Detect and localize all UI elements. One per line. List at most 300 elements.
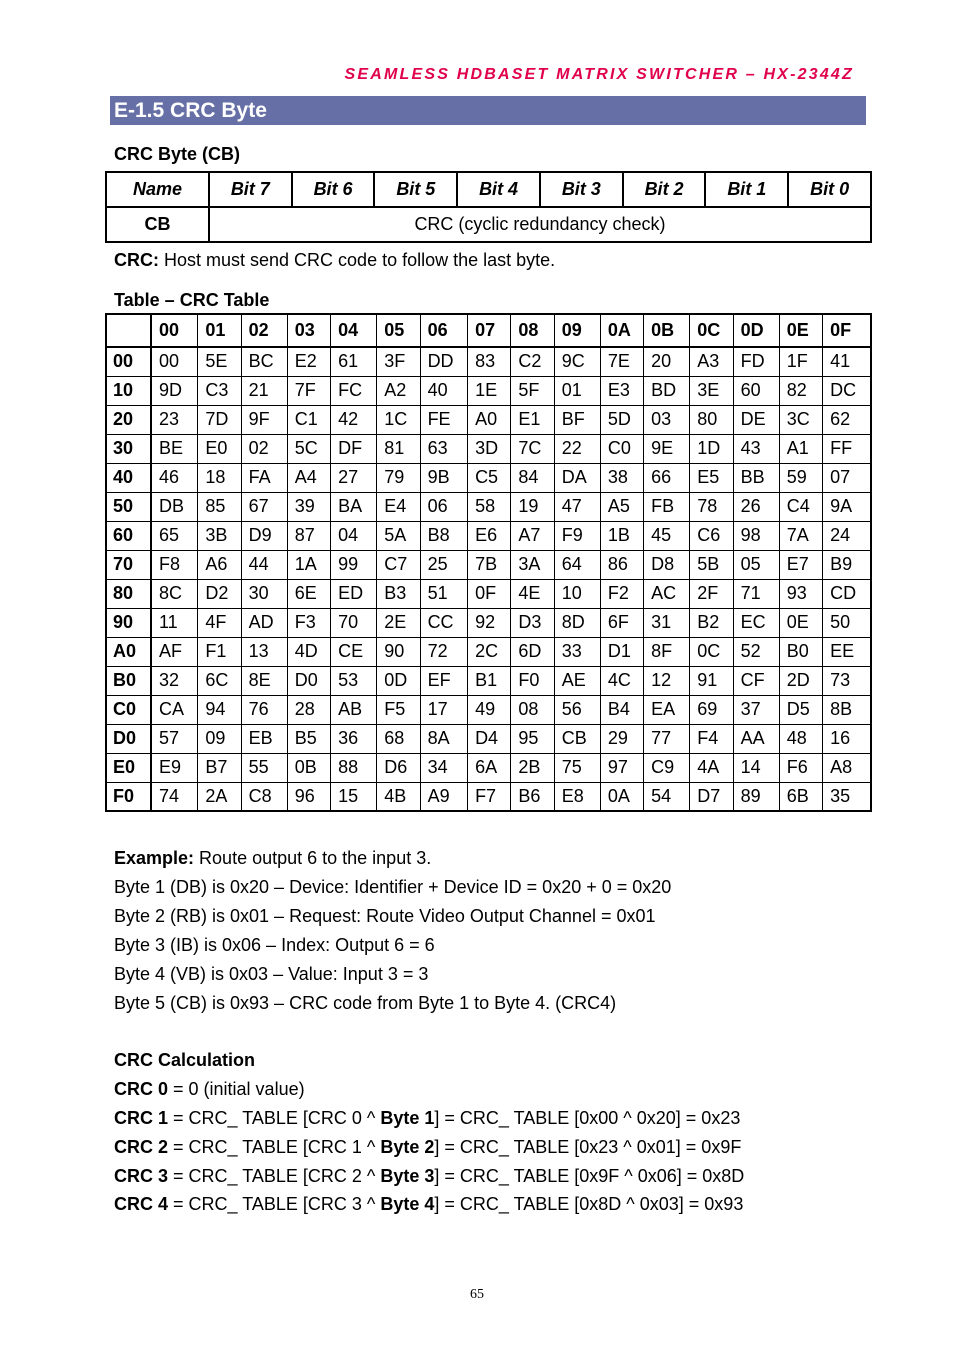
- crc-table-cell: 51: [420, 579, 468, 608]
- crc-table-cell: 6A: [468, 753, 511, 782]
- crc-table-cell: 49: [468, 695, 511, 724]
- crc-table-cell: 10: [554, 579, 600, 608]
- crc-calc-byte: Byte 1: [380, 1108, 435, 1128]
- crc-table-cell: 88: [331, 753, 377, 782]
- crc-table-cell: 97: [600, 753, 643, 782]
- crc-row-header: F0: [106, 782, 151, 811]
- table-row: [106, 637, 871, 666]
- crc-table-cell: 72: [420, 637, 468, 666]
- crc-table-cell: 0C: [690, 637, 733, 666]
- crc-table-cell: F5: [377, 695, 420, 724]
- crc-table-cell: F9: [554, 521, 600, 550]
- crc-table-cell: 7A: [779, 521, 822, 550]
- crc-table-cell: 22: [554, 434, 600, 463]
- cb-header-cell: Bit 5: [374, 172, 457, 207]
- crc-table-cell: 67: [241, 492, 287, 521]
- example-line: Byte 5 (CB) is 0x93 – CRC code from Byte 1 to Byte 4. (CRC4): [114, 993, 617, 1013]
- crc-table-cell: 5A: [377, 521, 420, 550]
- crc-table-cell: CD: [823, 579, 871, 608]
- crc-table-cell: 5C: [287, 434, 330, 463]
- crc-table-cell: 78: [690, 492, 733, 521]
- crc-table-cell: 03: [644, 405, 690, 434]
- crc-table-cell: B8: [420, 521, 468, 550]
- crc-table-cell: 00: [151, 347, 198, 376]
- crc-table-cell: D0: [287, 666, 330, 695]
- example-line: Byte 3 (IB) is 0x06 – Index: Output 6 = 6: [114, 935, 435, 955]
- crc-table-cell: 69: [690, 695, 733, 724]
- crc-table-cell: 60: [733, 376, 779, 405]
- crc-table-cell: 58: [468, 492, 511, 521]
- crc-table-cell: D5: [779, 695, 822, 724]
- crc-table-cell: 3C: [779, 405, 822, 434]
- crc-table-header-row: [106, 314, 871, 347]
- crc-calc-mid: = CRC_ TABLE [CRC 2 ^: [168, 1166, 381, 1186]
- crc-table-cell: 74: [151, 782, 198, 811]
- crc-table-cell: F0: [511, 666, 554, 695]
- crc-table-cell: 86: [600, 550, 643, 579]
- crc-table-cell: 6E: [287, 579, 330, 608]
- crc-table-cell: B9: [823, 550, 871, 579]
- cb-table-data-row: [106, 207, 871, 242]
- crc-table-cell: 9C: [554, 347, 600, 376]
- crc-table-cell: 23: [151, 405, 198, 434]
- table-row: [106, 492, 871, 521]
- crc-table-cell: 12: [644, 666, 690, 695]
- crc-table-cell: B5: [287, 724, 330, 753]
- crc-calc-rest: ] = CRC_ TABLE [0x23 ^ 0x01] = 0x9F: [434, 1137, 742, 1157]
- crc-table-cell: 41: [823, 347, 871, 376]
- crc-table-cell: F2: [600, 579, 643, 608]
- crc-table-cell: D9: [241, 521, 287, 550]
- crc-table-cell: FF: [823, 434, 871, 463]
- crc-table-cell: B3: [377, 579, 420, 608]
- crc-table-cell: 59: [779, 463, 822, 492]
- crc-table-cell: B6: [511, 782, 554, 811]
- crc-table-cell: 9F: [241, 405, 287, 434]
- crc-table-cell: CA: [151, 695, 198, 724]
- crc-table-cell: A5: [600, 492, 643, 521]
- crc-table-cell: A7: [511, 521, 554, 550]
- crc-calc-byte: Byte 4: [380, 1194, 435, 1214]
- crc-table-cell: 99: [331, 550, 377, 579]
- crc-calc-byte: Byte 3: [380, 1166, 435, 1186]
- crc-table-cell: 70: [331, 608, 377, 637]
- document-header: SEAMLESS HDBASET MATRIX SWITCHER – HX-2344Z: [344, 66, 854, 83]
- crc-column-header: 08: [511, 314, 554, 347]
- crc-table-cell: 54: [644, 782, 690, 811]
- crc-table-cell: 53: [331, 666, 377, 695]
- crc-table-cell: 9E: [644, 434, 690, 463]
- crc-table-cell: C9: [644, 753, 690, 782]
- crc-table-cell: 21: [241, 376, 287, 405]
- table-row: [106, 695, 871, 724]
- crc-table-cell: 33: [554, 637, 600, 666]
- crc-table-cell: 11: [151, 608, 198, 637]
- crc-table-cell: 8B: [823, 695, 871, 724]
- crc-table-cell: 09: [198, 724, 241, 753]
- crc-table-cell: 0B: [287, 753, 330, 782]
- crc-table-cell: AF: [151, 637, 198, 666]
- crc-row-header: A0: [106, 637, 151, 666]
- table-row: [106, 463, 871, 492]
- cb-header-cell: Bit 1: [705, 172, 788, 207]
- crc-table-cell: 1D: [690, 434, 733, 463]
- crc-table-cell: F4: [690, 724, 733, 753]
- crc0-label: CRC 0: [114, 1079, 169, 1099]
- crc-table-cell: C4: [779, 492, 822, 521]
- crc-table-cell: 8C: [151, 579, 198, 608]
- crc-table-cell: 28: [287, 695, 330, 724]
- crc-table-cell: 62: [823, 405, 871, 434]
- table-row: [106, 550, 871, 579]
- crc-table-cell: 1A: [287, 550, 330, 579]
- crc-table-cell: 2E: [377, 608, 420, 637]
- crc-row-header: 30: [106, 434, 151, 463]
- crc-table-cell: DE: [733, 405, 779, 434]
- cb-header-cell: Bit 2: [623, 172, 706, 207]
- crc-table-cell: 81: [377, 434, 420, 463]
- crc-row-header: 40: [106, 463, 151, 492]
- crc-calc-rest: ] = CRC_ TABLE [0x8D ^ 0x03] = 0x93: [434, 1194, 744, 1214]
- crc-table-cell: E1: [511, 405, 554, 434]
- crc-table-cell: CC: [420, 608, 468, 637]
- example-line: Byte 1 (DB) is 0x20 – Device: Identifier + Device ID = 0x20 + 0 = 0x20: [114, 877, 672, 897]
- crc-table-cell: 26: [733, 492, 779, 521]
- cb-table-header-row: [106, 172, 871, 207]
- crc-table-cell: D2: [198, 579, 241, 608]
- crc-table-cell: 15: [331, 782, 377, 811]
- cb-table-caption: CRC Byte (CB): [114, 144, 240, 164]
- crc-table-cell: 7D: [198, 405, 241, 434]
- crc-row-header: 10: [106, 376, 151, 405]
- crc-calc-line: [114, 1194, 743, 1215]
- crc-table-cell: 2F: [690, 579, 733, 608]
- crc-table-cell: 8A: [420, 724, 468, 753]
- crc-table-cell: 18: [198, 463, 241, 492]
- crc-table-cell: F3: [287, 608, 330, 637]
- crc-row-header: C0: [106, 695, 151, 724]
- crc0-text: = 0 (initial value): [168, 1079, 305, 1099]
- crc-table-cell: BD: [644, 376, 690, 405]
- crc-row-header: 60: [106, 521, 151, 550]
- crc-table-cell: AE: [554, 666, 600, 695]
- crc-table-cell: 07: [823, 463, 871, 492]
- crc-table-cell: D7: [690, 782, 733, 811]
- crc-table-cell: 93: [779, 579, 822, 608]
- crc-table-cell: D1: [600, 637, 643, 666]
- crc-row-header: 00: [106, 347, 151, 376]
- crc-table-cell: E7: [779, 550, 822, 579]
- table-row: [106, 405, 871, 434]
- crc-table-cell: F6: [779, 753, 822, 782]
- table-row: [106, 608, 871, 637]
- table-row: [106, 347, 871, 376]
- crc-table-cell: 20: [644, 347, 690, 376]
- crc-table-cell: B2: [690, 608, 733, 637]
- example-text: Route output 6 to the input 3.: [194, 848, 432, 868]
- crc-note: [114, 250, 555, 271]
- crc-byte-table: [105, 171, 872, 243]
- crc-calc-label: CRC 1: [114, 1108, 169, 1128]
- crc-table-cell: 75: [554, 753, 600, 782]
- crc-table-cell: 7B: [468, 550, 511, 579]
- crc-table-cell: 32: [151, 666, 198, 695]
- crc-table-cell: 4D: [287, 637, 330, 666]
- cb-header-cell: Bit 0: [788, 172, 871, 207]
- crc-calc-mid: = CRC_ TABLE [CRC 1 ^: [168, 1137, 381, 1157]
- crc-table-cell: 6D: [511, 637, 554, 666]
- crc-table-cell: 0A: [600, 782, 643, 811]
- crc-row-header: E0: [106, 753, 151, 782]
- crc-table-cell: 29: [600, 724, 643, 753]
- example-line: Byte 2 (RB) is 0x01 – Request: Route Video Output Channel = 0x01: [114, 906, 656, 926]
- crc-table-cell: AA: [733, 724, 779, 753]
- crc-table-cell: B4: [600, 695, 643, 724]
- cb-header-cell: Bit 4: [457, 172, 540, 207]
- table-row: [106, 782, 871, 811]
- crc-table-cell: E9: [151, 753, 198, 782]
- crc-table-cell: 50: [823, 608, 871, 637]
- crc-table-cell: 05: [733, 550, 779, 579]
- crc-table-cell: EF: [420, 666, 468, 695]
- crc-table-cell: EA: [644, 695, 690, 724]
- crc-table-cell: F7: [468, 782, 511, 811]
- crc-table-cell: 31: [644, 608, 690, 637]
- crc-table-cell: 98: [733, 521, 779, 550]
- crc-table-cell: 79: [377, 463, 420, 492]
- crc-table-cell: 01: [554, 376, 600, 405]
- crc-table-cell: 4C: [600, 666, 643, 695]
- crc-calc-label: CRC 2: [114, 1137, 169, 1157]
- crc-table-cell: C6: [690, 521, 733, 550]
- crc-table-cell: E4: [377, 492, 420, 521]
- crc-table-cell: 35: [823, 782, 871, 811]
- crc-table-cell: 63: [420, 434, 468, 463]
- crc-table-cell: EB: [241, 724, 287, 753]
- crc-table-cell: A0: [468, 405, 511, 434]
- crc-calc-mid: = CRC_ TABLE [CRC 0 ^: [168, 1108, 381, 1128]
- crc-table-cell: C7: [377, 550, 420, 579]
- crc-column-header: 0D: [733, 314, 779, 347]
- crc-column-header: 04: [331, 314, 377, 347]
- crc-table-cell: 7E: [600, 347, 643, 376]
- crc-table-cell: B0: [779, 637, 822, 666]
- crc-table-cell: 7C: [511, 434, 554, 463]
- crc-table-cell: 91: [690, 666, 733, 695]
- crc-table-cell: D3: [511, 608, 554, 637]
- crc-table-cell: 1F: [779, 347, 822, 376]
- crc-table-cell: 0D: [377, 666, 420, 695]
- crc-calc-line: [114, 1166, 744, 1187]
- crc-table-cell: 64: [554, 550, 600, 579]
- crc-table-cell: BE: [151, 434, 198, 463]
- crc-column-header: 02: [241, 314, 287, 347]
- crc-table-cell: 9B: [420, 463, 468, 492]
- crc-table-corner: [106, 314, 151, 347]
- crc-table-cell: CF: [733, 666, 779, 695]
- crc-table-cell: B1: [468, 666, 511, 695]
- crc-table-cell: 4F: [198, 608, 241, 637]
- crc-table-cell: 02: [241, 434, 287, 463]
- crc-table-cell: 30: [241, 579, 287, 608]
- crc-column-header: 03: [287, 314, 330, 347]
- crc-table-cell: 87: [287, 521, 330, 550]
- crc-table-cell: FB: [644, 492, 690, 521]
- crc-table-cell: 83: [468, 347, 511, 376]
- crc-table-cell: F1: [198, 637, 241, 666]
- example-line: Byte 4 (VB) is 0x03 – Value: Input 3 = 3: [114, 964, 429, 984]
- crc-column-header: 0A: [600, 314, 643, 347]
- crc-table-cell: AB: [331, 695, 377, 724]
- crc-column-header: 0F: [823, 314, 871, 347]
- table-row: [106, 521, 871, 550]
- crc-table-cell: 8E: [241, 666, 287, 695]
- crc-row-header: 70: [106, 550, 151, 579]
- crc-table-cell: AC: [644, 579, 690, 608]
- cb-header-cell: Bit 6: [292, 172, 375, 207]
- crc-table-cell: EC: [733, 608, 779, 637]
- crc-calculation-title: CRC Calculation: [114, 1050, 256, 1070]
- crc-table-cell: A1: [779, 434, 822, 463]
- crc-table-cell: 4E: [511, 579, 554, 608]
- crc-table-cell: 95: [511, 724, 554, 753]
- crc-calc-label: CRC 3: [114, 1166, 169, 1186]
- crc-calc-byte: Byte 2: [380, 1137, 435, 1157]
- cb-header-cell: Bit 7: [209, 172, 292, 207]
- crc-table-cell: 47: [554, 492, 600, 521]
- crc-table-cell: 2D: [779, 666, 822, 695]
- table-row: [106, 753, 871, 782]
- crc-table-cell: FD: [733, 347, 779, 376]
- crc-column-header: 00: [151, 314, 198, 347]
- crc-table-cell: EE: [823, 637, 871, 666]
- crc-table-cell: 13: [241, 637, 287, 666]
- crc-table-cell: 3E: [690, 376, 733, 405]
- crc-table-cell: A6: [198, 550, 241, 579]
- crc-table-cell: 6F: [600, 608, 643, 637]
- crc-note-label: CRC:: [114, 250, 159, 270]
- crc-table-cell: 66: [644, 463, 690, 492]
- crc-table-cell: 2C: [468, 637, 511, 666]
- crc-table-cell: 46: [151, 463, 198, 492]
- crc-table-cell: 24: [823, 521, 871, 550]
- crc-column-header: 0C: [690, 314, 733, 347]
- crc-table-cell: D6: [377, 753, 420, 782]
- crc-table-cell: CB: [554, 724, 600, 753]
- crc-table-cell: FE: [420, 405, 468, 434]
- crc-table-cell: 25: [420, 550, 468, 579]
- crc-table-cell: 08: [511, 695, 554, 724]
- crc-table-cell: 55: [241, 753, 287, 782]
- crc-calc-line: [114, 1137, 741, 1158]
- crc-table-cell: FA: [241, 463, 287, 492]
- crc-table-cell: 1E: [468, 376, 511, 405]
- crc-table-cell: 40: [420, 376, 468, 405]
- crc-table-cell: 2A: [198, 782, 241, 811]
- crc-table-cell: 4A: [690, 753, 733, 782]
- crc-column-header: 09: [554, 314, 600, 347]
- crc-table-cell: A8: [823, 753, 871, 782]
- crc-table-cell: E5: [690, 463, 733, 492]
- cb-row-description: CRC (cyclic redundancy check): [209, 207, 871, 242]
- crc-table-cell: 45: [644, 521, 690, 550]
- crc-column-header: 0B: [644, 314, 690, 347]
- crc-row-header: 90: [106, 608, 151, 637]
- crc-table-cell: BC: [241, 347, 287, 376]
- crc-table-cell: 71: [733, 579, 779, 608]
- crc-table-cell: 14: [733, 753, 779, 782]
- crc-row-header: 20: [106, 405, 151, 434]
- crc-table-cell: C5: [468, 463, 511, 492]
- crc-table-cell: 61: [331, 347, 377, 376]
- crc-table-cell: 37: [733, 695, 779, 724]
- crc-table-cell: E3: [600, 376, 643, 405]
- crc-calc-label: CRC 4: [114, 1194, 169, 1214]
- crc-table-cell: 77: [644, 724, 690, 753]
- table-row: [106, 434, 871, 463]
- crc-table-cell: 3B: [198, 521, 241, 550]
- crc-table-cell: CE: [331, 637, 377, 666]
- crc-table-cell: 56: [554, 695, 600, 724]
- crc-row-header: 50: [106, 492, 151, 521]
- crc-table-cell: 27: [331, 463, 377, 492]
- crc0-line: [114, 1079, 305, 1100]
- crc-table-cell: 04: [331, 521, 377, 550]
- crc-table-cell: C8: [241, 782, 287, 811]
- cb-row-name: CB: [106, 207, 209, 242]
- crc-table-cell: 42: [331, 405, 377, 434]
- crc-table-cell: 85: [198, 492, 241, 521]
- crc-table-cell: C2: [511, 347, 554, 376]
- crc-row-header: 80: [106, 579, 151, 608]
- crc-table-cell: E2: [287, 347, 330, 376]
- crc-table-cell: 19: [511, 492, 554, 521]
- crc-table-cell: 6B: [779, 782, 822, 811]
- crc-table-cell: 82: [779, 376, 822, 405]
- crc-table-cell: 90: [377, 637, 420, 666]
- crc-table-cell: 3D: [468, 434, 511, 463]
- crc-table-cell: AD: [241, 608, 287, 637]
- crc-table-cell: BF: [554, 405, 600, 434]
- crc-table-cell: E0: [198, 434, 241, 463]
- cb-header-cell: Name: [106, 172, 209, 207]
- crc-table-cell: 52: [733, 637, 779, 666]
- crc-table-cell: 68: [377, 724, 420, 753]
- cb-header-cell: Bit 3: [540, 172, 623, 207]
- crc-table-cell: 57: [151, 724, 198, 753]
- crc-table-cell: 1B: [600, 521, 643, 550]
- table-row: [106, 724, 871, 753]
- crc-table-cell: 48: [779, 724, 822, 753]
- crc-calc-rest: ] = CRC_ TABLE [0x9F ^ 0x06] = 0x8D: [434, 1166, 745, 1186]
- crc-table-cell: ED: [331, 579, 377, 608]
- crc-table-cell: 34: [420, 753, 468, 782]
- crc-table-cell: 5F: [511, 376, 554, 405]
- crc-table-cell: A9: [420, 782, 468, 811]
- crc-table-cell: DF: [331, 434, 377, 463]
- crc-table-cell: 06: [420, 492, 468, 521]
- crc-table-cell: 44: [241, 550, 287, 579]
- table-row: [106, 666, 871, 695]
- crc-calc-rest: ] = CRC_ TABLE [0x00 ^ 0x20] = 0x23: [434, 1108, 741, 1128]
- crc-table-cell: 84: [511, 463, 554, 492]
- crc-table-cell: 36: [331, 724, 377, 753]
- crc-calc-mid: = CRC_ TABLE [CRC 3 ^: [168, 1194, 381, 1214]
- crc-column-header: 0E: [779, 314, 822, 347]
- crc-table-cell: C3: [198, 376, 241, 405]
- crc-column-header: 07: [468, 314, 511, 347]
- crc-table-cell: 5E: [198, 347, 241, 376]
